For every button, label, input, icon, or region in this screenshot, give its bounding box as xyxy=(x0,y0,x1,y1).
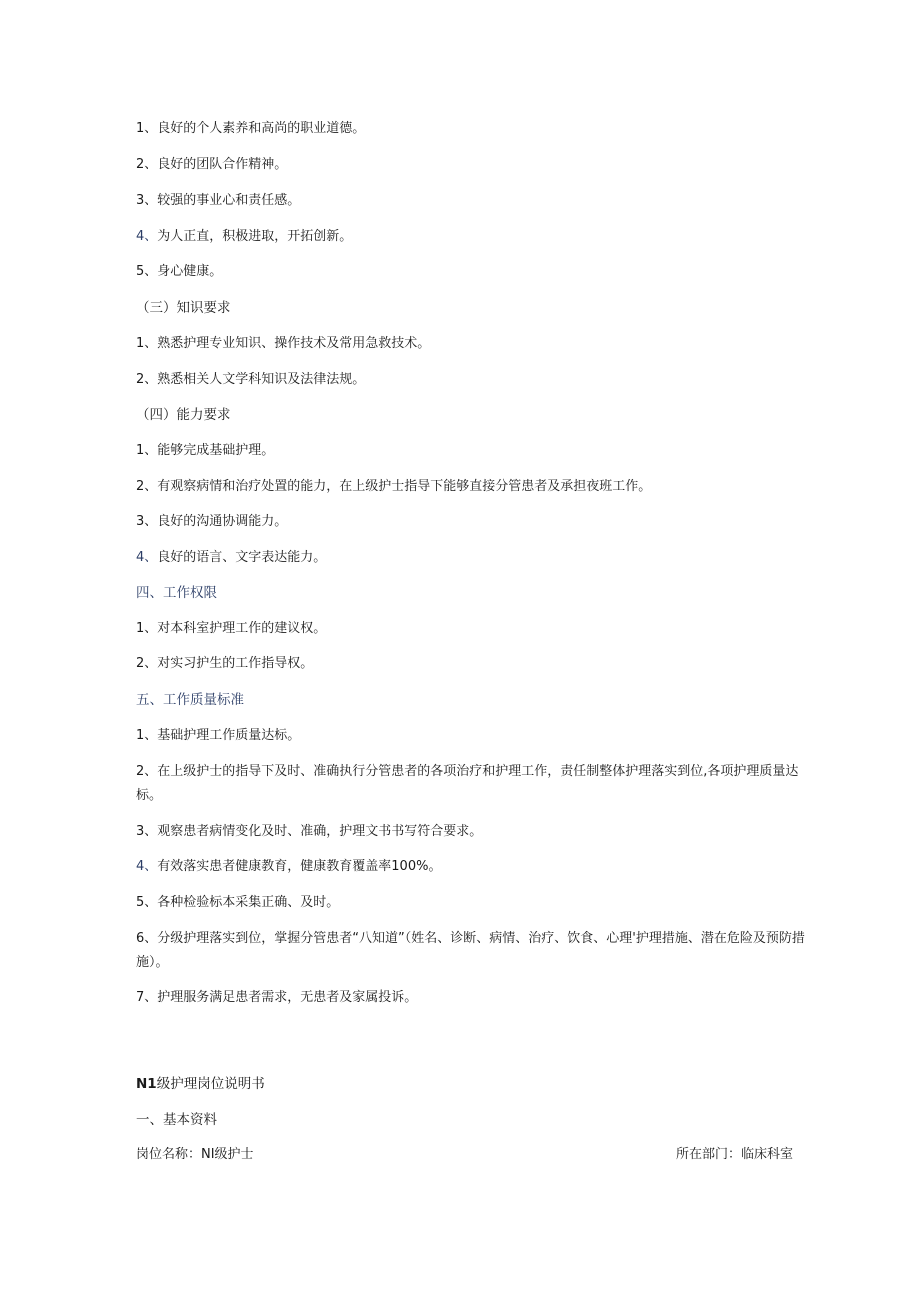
knowledge-heading: （三）知识要求 xyxy=(136,300,231,316)
item-number: 3、 xyxy=(136,824,158,839)
item-text: 良好的个人素养和高尚的职业道德。 xyxy=(157,121,366,136)
item-number: 1、 xyxy=(136,728,158,743)
item-number: 2、 xyxy=(136,479,158,494)
item-text: 较强的事业心和责任感。 xyxy=(157,193,301,208)
standard-item-2 xyxy=(136,760,820,808)
item-number: 2、 xyxy=(136,157,158,172)
quality-item-4 xyxy=(136,225,826,249)
quality-item-3 xyxy=(136,189,826,213)
item-number: 4、 xyxy=(136,859,158,874)
next-doc-title xyxy=(136,1072,826,1096)
ability-item-2 xyxy=(136,475,826,499)
item-text: 分级护理落实到位，掌握分管患者“八知道”（姓名、诊断、病情、治疗、饮食、心理'护理措施、潜在危险及预防措施）。 xyxy=(136,931,805,970)
ability-item-1 xyxy=(136,439,826,463)
item-text: 熟悉护理专业知识、操作技术及常用急救技术。 xyxy=(157,336,431,351)
quality-item-2 xyxy=(136,153,826,177)
item-number: 1、 xyxy=(136,336,158,351)
quality-standards-heading: 五、工作质量标准 xyxy=(136,692,244,708)
item-number: 6、 xyxy=(136,931,158,946)
item-number: 2、 xyxy=(136,764,158,779)
authority-heading: 四、工作权限 xyxy=(136,585,217,601)
standard-item-6 xyxy=(136,927,820,975)
item-text: 能够完成基础护理。 xyxy=(157,443,275,458)
standard-item-5 xyxy=(136,891,826,915)
item-number: 2、 xyxy=(136,656,158,671)
item-text: 良好的团队合作精神。 xyxy=(157,157,288,172)
authority-item-1 xyxy=(136,617,826,641)
standard-item-1 xyxy=(136,724,826,748)
item-text: 良好的沟通协调能力。 xyxy=(157,514,288,529)
item-number: 4、 xyxy=(136,229,158,244)
standard-item-7 xyxy=(136,986,826,1010)
item-number: 5、 xyxy=(136,264,158,279)
item-text: 各种检验标本采集正确、及时。 xyxy=(157,895,340,910)
item-number: 1、 xyxy=(136,121,158,136)
item-number: 7、 xyxy=(136,990,158,1005)
standard-item-3 xyxy=(136,820,826,844)
item-number: 1、 xyxy=(136,443,158,458)
item-text: 基础护理工作质量达标。 xyxy=(157,728,301,743)
item-number: 3、 xyxy=(136,514,158,529)
item-text: 在上级护士的指导下及时、准确执行分管患者的各项治疗和护理工作，责任制整体护理落实到位,各项护理质量达标。 xyxy=(136,764,799,803)
title-text: 级护理岗位说明书 xyxy=(156,1076,265,1092)
item-text: 身心健康。 xyxy=(157,264,223,279)
quality-item-1 xyxy=(136,117,826,141)
item-number: 3、 xyxy=(136,193,158,208)
item-number: 2、 xyxy=(136,372,158,387)
item-text: 护理服务满足患者需求，无患者及家属投诉。 xyxy=(157,990,418,1005)
item-number: 1、 xyxy=(136,621,158,636)
item-text: 对实习护生的工作指导权。 xyxy=(157,656,314,671)
post-name-field: 岗位名称：NI级护士 xyxy=(136,1147,254,1162)
item-number: 5、 xyxy=(136,895,158,910)
department-field: 所在部门：临床科室 xyxy=(676,1147,794,1162)
item-text: 有效落实患者健康教育，健康教育覆盖率100%。 xyxy=(157,859,442,874)
item-text: 为人正直，积极进取，开拓创新。 xyxy=(157,229,353,244)
item-text: 有观察病情和治疗处置的能力，在上级护士指导下能够直接分管患者及承担夜班工作。 xyxy=(157,479,652,494)
title-level-code: N1 xyxy=(136,1076,157,1092)
knowledge-item-1 xyxy=(136,332,826,356)
item-text: 对本科室护理工作的建议权。 xyxy=(157,621,327,636)
item-text: 良好的语言、文字表达能力。 xyxy=(157,550,327,565)
item-text: 熟悉相关人文学科知识及法律法规。 xyxy=(157,372,366,387)
basic-info-heading: 一、基本资料 xyxy=(136,1112,217,1128)
ability-item-4 xyxy=(136,546,826,570)
item-text: 观察患者病情变化及时、准确，护理文书书写符合要求。 xyxy=(157,824,483,839)
knowledge-item-2 xyxy=(136,368,826,392)
quality-item-5 xyxy=(136,260,826,284)
standard-item-4 xyxy=(136,855,826,879)
authority-item-2 xyxy=(136,652,826,676)
item-number: 4、 xyxy=(136,550,158,565)
ability-heading: （四）能力要求 xyxy=(136,407,231,423)
ability-item-3 xyxy=(136,510,826,534)
